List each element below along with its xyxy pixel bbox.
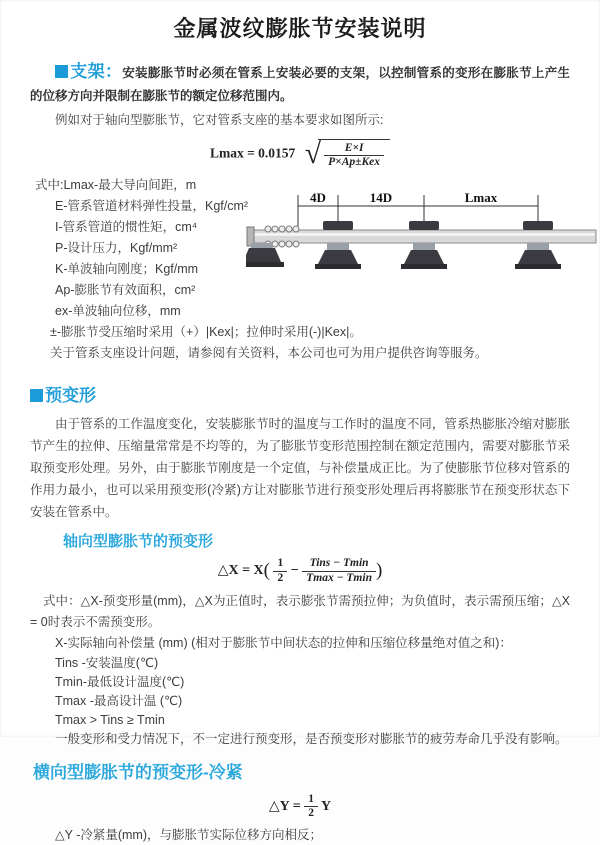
axial-formula-denominator: Tmax − Tmin — [306, 571, 372, 584]
pipe-anchor — [246, 243, 284, 267]
predeform-body-paragraph: 由于管系的工作温度变化，安装膨胀节时的温度与工作时的温度不同，管系热膨胀冷缩对膨胀节产生的拉伸、压缩量常常是不均等的，为了膨胀节变形范围控制在额定范围内，需要对膨胀节采取预变形处理。另外，由于膨胀节刚度是一个定值，与补偿量成正比。为了使膨胀节位移对管系的作用力最小，也可以采用预变形(冷紧)方让对膨胀节进行预变形处理后再将膨胀节在预变形状态下安装在管系中。 — [30, 417, 570, 520]
half-denominator: 2 — [277, 571, 284, 584]
axial-formula-numerator: Tins − Tmin — [302, 557, 376, 571]
dim-label-lmax: Lmax — [464, 190, 498, 205]
definition-line: 式中:Lmax-最大导向间距，m — [35, 178, 197, 193]
lmax-formula-lhs: Lmax = 0.0157 — [209, 145, 296, 161]
support-example-line: 例如对于轴向型膨胀节，它对管系支座的基本要求如图所示: — [55, 113, 384, 127]
pipe-support-diagram — [246, 190, 598, 290]
lateral-formula-rhs: Y — [320, 798, 332, 814]
definition-line: K-单波轴向刚度；Kgf/mm — [55, 262, 199, 277]
temp-line: Tins -安装温度(℃) — [55, 655, 159, 670]
definition-line: I-管系管道的惯性矩，cm⁴ — [55, 220, 198, 235]
axial-general-note: 一般变形和受力情况下，不一定进行预变形，是否预变形对膨胀节的疲劳寿命几乎没有影响。 — [55, 731, 568, 746]
temp-line: Tmax -最高设计温 (℃) — [55, 693, 183, 708]
minus-sign: − — [290, 563, 299, 579]
definition-line: E-管系管道材料弹性投量，Kgf/cm² — [55, 199, 249, 214]
axial-subtitle: 轴向型膨胀节的预变形 — [63, 533, 214, 551]
section-marker-icon — [30, 389, 43, 402]
pipe-guide-support — [315, 221, 361, 269]
pipe — [248, 230, 596, 243]
pipe-guide-support — [515, 221, 561, 269]
close-paren: ) — [375, 560, 383, 582]
dim-label-14d: 14D — [369, 190, 393, 205]
support-intro-paragraph — [30, 60, 570, 108]
pipe-guide-support — [401, 221, 447, 269]
lateral-subtitle: 横向型膨胀节的预变形-冷紧 — [33, 762, 243, 782]
page-title: 金属波纹膨胀节安装说明 — [173, 16, 427, 41]
definition-line: Ap-膨胀节有效面积，cm² — [55, 283, 196, 298]
axial-note-definition: 式中：△X-预变形量(mm)，△X为正值时，表示膨张节需预拉伸；为负值时，表示需预压缩；△X = 0时表示不需预变形。 — [30, 593, 570, 629]
lateral-half-denominator: 2 — [308, 807, 314, 820]
axial-note-x: X-实际轴向补偿量 (mm) (相对于膨胀节中间状态的拉伸和压缩位移量绝对值之和)： — [55, 635, 512, 650]
lateral-formula-lhs: △Y = — [268, 798, 301, 814]
lateral-half-numerator: 1 — [304, 793, 318, 807]
sqrt-symbol: √ — [304, 137, 322, 170]
lmax-formula — [30, 139, 570, 169]
sqrt-radical — [305, 139, 390, 169]
consult-line: 关于管系支座设计问题，请参阅有关资料，本公司也可为用户提供咨询等服务。 — [50, 346, 488, 361]
open-paren: ( — [263, 560, 270, 582]
predeform-header-text: 预变形 — [45, 386, 96, 406]
axial-formula-lhs: △X = X — [217, 563, 264, 579]
support-section-label: 支架： — [70, 62, 123, 81]
definition-line: P-设计压力，Kgf/mm² — [55, 241, 178, 256]
lateral-note: △Y -冷紧量(mm)，与膨胀节实际位移方向相反； — [55, 828, 323, 843]
section-marker-icon — [55, 65, 68, 78]
definition-line: ex-单波轴向位移，mm — [55, 304, 181, 319]
predeform-section-header — [30, 381, 570, 406]
lmax-formula-numerator: E×I — [324, 142, 384, 156]
support-intro-text: 安装膨胀节时必须在管系上安装必要的支架，以控制管系的变形在膨胀节上产生的位移方向并限制在膨胀节的额定位移范围内。 — [30, 66, 570, 103]
pipe-highlight — [249, 233, 595, 236]
temp-line: Tmin-最低设计温度(℃) — [55, 674, 185, 689]
lmax-formula-denominator: P×Ap±Kex — [328, 156, 380, 169]
temp-line: Tmax > Tins ≥ Tmin — [55, 712, 165, 727]
definition-line: ±-膨胀节受压缩时采用（+）|Kex|；拉伸时采用(-)|Kex|。 — [50, 325, 362, 340]
dim-label-4d: 4D — [310, 190, 326, 205]
half-numerator: 1 — [273, 557, 287, 571]
lateral-formula — [30, 793, 570, 820]
axial-formula — [30, 557, 570, 584]
